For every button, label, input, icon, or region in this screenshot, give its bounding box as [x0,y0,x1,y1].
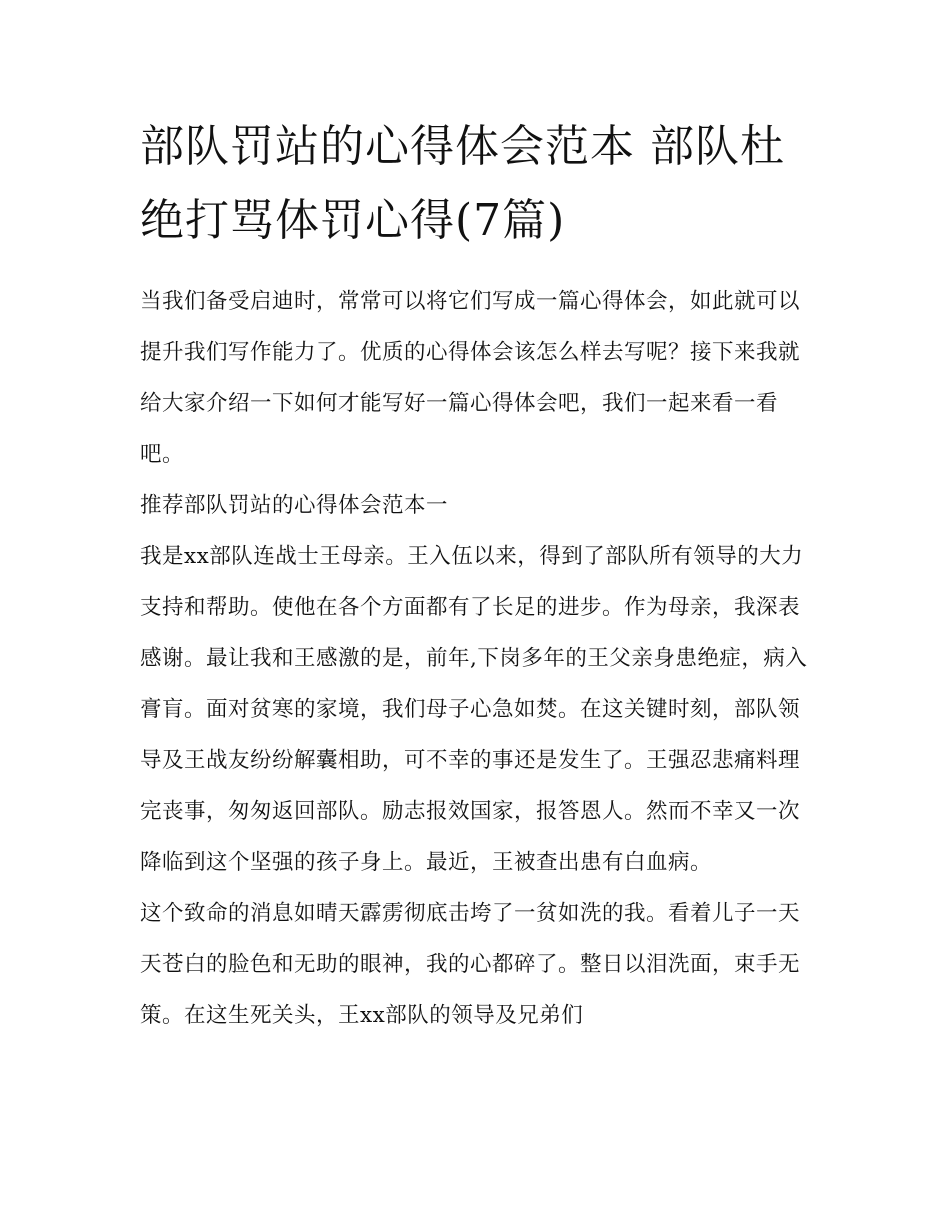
document-title: 部队罚站的心得体会范本 部队杜绝打骂体罚心得(7篇) [140,121,785,246]
document-body [140,276,815,1041]
section-heading: 推荐部队罚站的心得体会范本一 [140,493,449,518]
paragraph-intro: 当我们备受启迪时，常常可以将它们写成一篇心得体会，如此就可以提升我们写作能力了。优质的心得体会该怎么样去写呢？接下来我就给大家介绍一下如何才能写好一篇心得体会吧，我们一起来看一看吧。 [140,289,801,467]
paragraph-body-1: 我是xx部队连战士王母亲。王入伍以来，得到了部队所有领导的大力支持和帮助。使他在各个方面都有了长足的进步。作为母亲，我深表感谢。最让我和王感激的是，前年,下岗多年的王父亲身患绝症，病入膏肓。面对贫寒的家境，我们母子心急如焚。在这关键时刻，部队领导及王战友纷纷解囊相助，可不幸的事还是发生了。王强忍悲痛料理完丧事，匆匆返回部队。励志报效国家，报答恩人。然而不幸又一次降临到这个坚强的孩子身上。最近，王被查出患有白血病。 [140,544,808,875]
paragraph-body-2: 这个致命的消息如晴天霹雳彻底击垮了一贫如洗的我。看着儿子一天天苍白的脸色和无助的眼神，我的心都碎了。整日以泪洗面，束手无策。在这生死关头，王xx部队的领导及兄弟们 [140,901,801,1028]
